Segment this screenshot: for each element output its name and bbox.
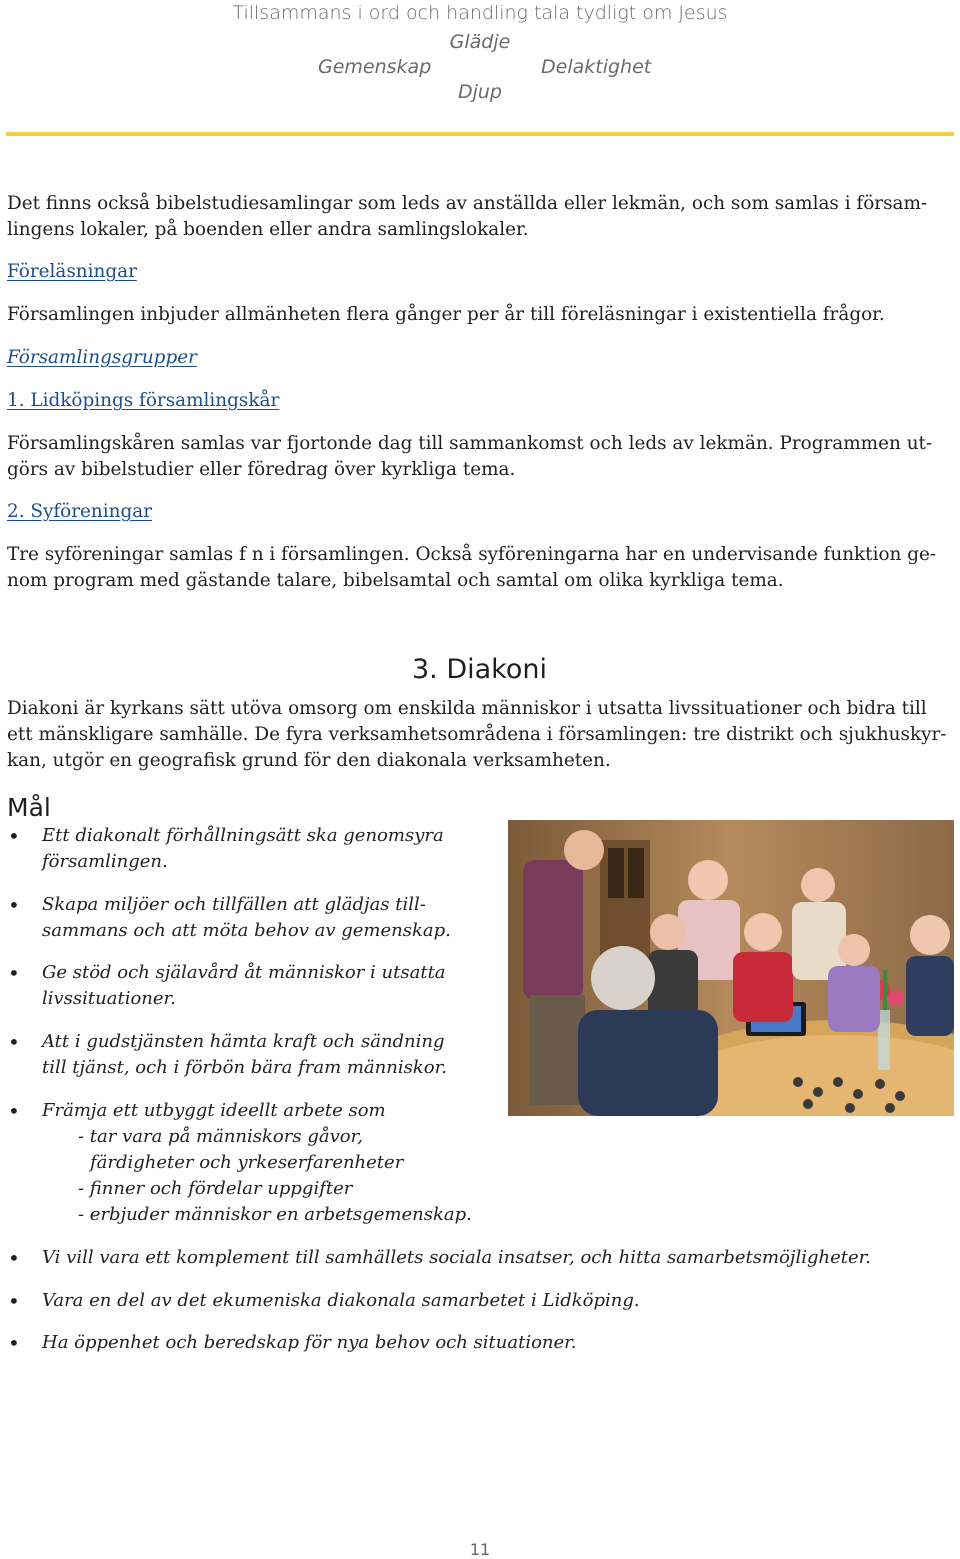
forelasningar-heading[interactable]: Föreläsningar [7, 261, 137, 282]
mal-item-7: Vara en del av det ekumeniska diakonala samarbetet i Lidköping. [42, 1290, 640, 1311]
mal-item-2-line-1: Skapa miljöer och tillfällen att glädjas till- [42, 894, 426, 915]
group-1-line-1: Församlingskåren samlas var fjortonde dag till sammankomst och leds av lekmän. Programmen ut- [7, 433, 933, 454]
bullet-8-icon: • [8, 1331, 20, 1355]
group-1-line-2: görs av bibelstudier eller föredrag över kyrkliga tema. [7, 459, 516, 480]
bullet-7-icon: • [8, 1289, 20, 1313]
diakoni-line-1: Diakoni är kyrkans sätt utöva omsorg om enskilda människor i utsatta livssituationer och bidra till [7, 698, 927, 719]
header-tagline: Tillsammans i ord och handling tala tydligt om Jesus [232, 2, 728, 24]
bullet-2-icon: • [8, 893, 20, 917]
diakoni-heading: 3. Diakoni [412, 654, 547, 685]
intro-line-2: lingens lokaler, på boenden eller andra samlingslokaler. [7, 219, 529, 240]
mal-item-6: Vi vill vara ett komplement till samhällets sociala insatser, och hitta samarbetsmöjligheter. [42, 1247, 871, 1268]
mal-item-5-line-2: - tar vara på människors gåvor, [78, 1126, 363, 1147]
diakoni-line-3: kan, utgör en geografisk grund för den diakonala verksamheten. [7, 750, 611, 771]
group-2-line-1: Tre syföreningar samlas f n i församlingen. Också syföreningarna har en undervisande funktion ge- [7, 544, 937, 565]
group-2-heading[interactable]: 2. Syföreningar [7, 501, 153, 522]
bullet-1-icon: • [8, 824, 20, 848]
mal-item-2-line-2: sammans och att möta behov av gemenskap. [42, 920, 451, 941]
mal-item-1-line-1: Ett diakonalt förhållningsätt ska genomsyra [42, 825, 444, 846]
group-2-line-2: nom program med gästande talare, bibelsamtal och samtal om olika kyrkliga tema. [7, 570, 784, 591]
bullet-6-icon: • [8, 1246, 20, 1270]
header-word-gemenskap: Gemenskap [318, 56, 432, 78]
mal-item-1-line-2: församlingen. [42, 851, 168, 872]
mal-heading: Mål [7, 793, 51, 822]
forelasningar-text: Församlingen inbjuder allmänheten flera gånger per år till föreläsningar i existentiella frågor. [7, 304, 885, 325]
group-photo [508, 820, 954, 1116]
header-word-gladje: Glädje [449, 31, 511, 53]
group-1-heading[interactable]: 1. Lidköpings församlingskår [7, 390, 280, 411]
mal-item-8: Ha öppenhet och beredskap för nya behov och situationer. [42, 1332, 577, 1353]
mal-item-5-line-3: färdigheter och yrkeserfarenheter [90, 1152, 404, 1173]
bullet-3-icon: • [8, 961, 20, 985]
header-word-djup: Djup [457, 81, 502, 103]
bullet-5-icon: • [8, 1099, 20, 1123]
diakoni-line-2: ett mänskligare samhälle. De fyra verksamhetsområdena i församlingen: tre distrikt och sjukhuskyr- [7, 724, 947, 745]
mal-item-3-line-2: livssituationer. [42, 988, 176, 1009]
header-word-delaktighet: Delaktighet [541, 56, 652, 78]
header-divider [6, 132, 954, 136]
intro-line-1: Det finns också bibelstudiesamlingar som leds av anställda eller lekmän, och som samlas i försam- [7, 193, 928, 214]
mal-item-4-line-1: Att i gudstjänsten hämta kraft och sändning [42, 1031, 445, 1052]
forsamlingsgrupper-heading[interactable]: Församlingsgrupper [7, 347, 197, 368]
bullet-4-icon: • [8, 1030, 20, 1054]
mal-item-4-line-2: till tjänst, och i förbön bära fram människor. [42, 1057, 447, 1078]
mal-item-5-line-1: Främja ett utbyggt ideellt arbete som [42, 1100, 386, 1121]
page-number: 11 [469, 1540, 491, 1559]
mal-item-5-line-4: - finner och fördelar uppgifter [78, 1178, 353, 1199]
mal-item-5-line-5: - erbjuder människor en arbetsgemenskap. [78, 1204, 472, 1225]
mal-item-3-line-1: Ge stöd och själavård åt människor i utsatta [42, 962, 446, 983]
